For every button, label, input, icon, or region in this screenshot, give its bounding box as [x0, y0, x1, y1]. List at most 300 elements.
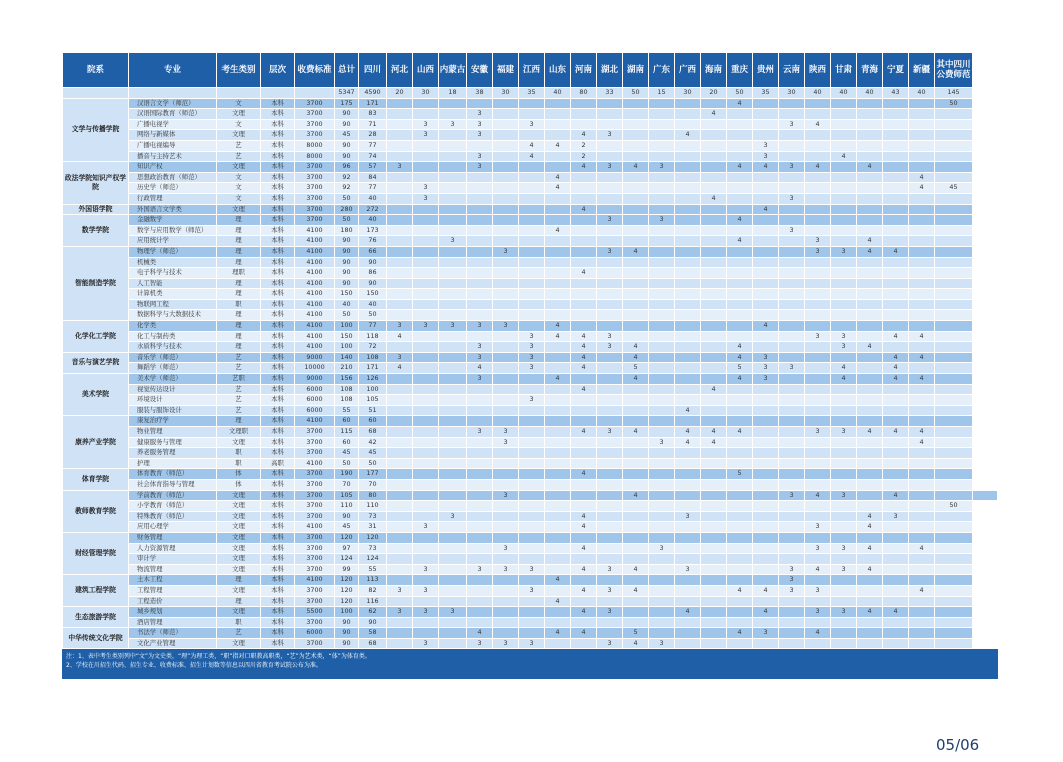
table-cell: [973, 490, 998, 501]
table-cell: [779, 374, 805, 385]
table-cell: 4: [571, 342, 597, 353]
table-cell: [883, 204, 909, 215]
total-cell: 30: [493, 88, 519, 99]
table-cell: [857, 469, 883, 480]
total-cell: 35: [753, 88, 779, 99]
table-cell: [753, 225, 779, 236]
table-cell: [935, 469, 973, 480]
table-cell: 4: [701, 109, 727, 120]
table-cell: [623, 225, 649, 236]
table-cell: [909, 321, 935, 332]
table-cell: 50: [359, 310, 387, 321]
table-cell: [935, 405, 973, 416]
table-cell: [571, 183, 597, 194]
table-cell: [439, 501, 467, 512]
department-name: 数学学院: [63, 215, 129, 247]
table-row: [63, 183, 998, 194]
major-name: 网络与新媒体: [129, 130, 217, 141]
table-cell: [831, 416, 857, 427]
table-cell: [623, 310, 649, 321]
table-cell: [545, 299, 571, 310]
table-cell: [649, 183, 675, 194]
table-cell: 84: [359, 172, 387, 183]
table-cell: 3700: [295, 617, 335, 628]
table-cell: [909, 342, 935, 353]
table-cell: [935, 617, 973, 628]
table-cell: 4: [753, 321, 779, 332]
table-cell: 本科: [261, 352, 295, 363]
table-cell: [623, 331, 649, 342]
table-cell: [753, 172, 779, 183]
table-cell: [493, 395, 519, 406]
table-cell: [493, 151, 519, 162]
table-cell: [675, 289, 701, 300]
table-cell: [649, 98, 675, 109]
major-name: 物理学（师范）: [129, 246, 217, 257]
table-cell: [649, 628, 675, 639]
table-cell: [439, 204, 467, 215]
table-cell: [493, 342, 519, 353]
table-cell: [623, 109, 649, 120]
table-cell: [467, 225, 493, 236]
table-cell: 9000: [295, 374, 335, 385]
table-cell: [623, 98, 649, 109]
table-cell: 3700: [295, 490, 335, 501]
table-cell: [545, 490, 571, 501]
table-cell: [519, 225, 545, 236]
table-cell: [909, 109, 935, 120]
table-cell: [387, 458, 413, 469]
table-cell: 4: [727, 585, 753, 596]
table-cell: [387, 246, 413, 257]
major-name: 汉语言文学（师范）: [129, 98, 217, 109]
table-cell: 3: [597, 162, 623, 173]
table-cell: [831, 278, 857, 289]
table-cell: [805, 479, 831, 490]
table-cell: [753, 246, 779, 257]
table-cell: [753, 215, 779, 226]
table-cell: 4: [571, 427, 597, 438]
table-cell: [857, 289, 883, 300]
table-cell: 4: [727, 98, 753, 109]
table-cell: [805, 448, 831, 459]
table-cell: [519, 384, 545, 395]
table-cell: [727, 416, 753, 427]
table-cell: 4100: [295, 331, 335, 342]
table-cell: [675, 638, 701, 649]
table-cell: [519, 522, 545, 533]
table-cell: [467, 204, 493, 215]
table-cell: [597, 575, 623, 586]
table-cell: [727, 575, 753, 586]
table-cell: [753, 554, 779, 565]
table-cell: [571, 98, 597, 109]
table-cell: 3: [831, 490, 857, 501]
table-cell: [883, 225, 909, 236]
table-cell: [831, 511, 857, 522]
table-cell: [701, 458, 727, 469]
table-cell: 3: [519, 363, 545, 374]
table-cell: [883, 183, 909, 194]
major-name: 特殊教育（师范）: [129, 511, 217, 522]
table-cell: [571, 310, 597, 321]
table-cell: 55: [335, 405, 359, 416]
table-cell: 艺职: [217, 374, 261, 385]
table-cell: [883, 522, 909, 533]
table-cell: [493, 596, 519, 607]
table-cell: [805, 352, 831, 363]
table-cell: [779, 458, 805, 469]
table-cell: [439, 257, 467, 268]
table-cell: 本科: [261, 321, 295, 332]
table-cell: [649, 193, 675, 204]
table-cell: [805, 374, 831, 385]
table-cell: [779, 268, 805, 279]
table-cell: [467, 331, 493, 342]
table-cell: 职: [217, 617, 261, 628]
table-cell: 4: [571, 268, 597, 279]
table-cell: [675, 490, 701, 501]
table-cell: [831, 596, 857, 607]
table-cell: 3: [467, 321, 493, 332]
table-cell: [883, 575, 909, 586]
table-cell: 本科: [261, 183, 295, 194]
table-cell: 50: [335, 215, 359, 226]
table-cell: [413, 448, 439, 459]
table-cell: 40: [335, 299, 359, 310]
table-cell: [545, 384, 571, 395]
table-cell: [831, 299, 857, 310]
table-cell: [675, 532, 701, 543]
table-cell: [701, 374, 727, 385]
table-cell: [623, 395, 649, 406]
table-cell: [727, 554, 753, 565]
total-cell: 30: [675, 88, 701, 99]
table-cell: 66: [359, 246, 387, 257]
table-cell: 3: [753, 352, 779, 363]
table-cell: [649, 352, 675, 363]
table-cell: [675, 299, 701, 310]
table-cell: [571, 278, 597, 289]
table-cell: 本科: [261, 215, 295, 226]
table-cell: [387, 596, 413, 607]
table-cell: 83: [359, 109, 387, 120]
table-cell: 3: [413, 522, 439, 533]
table-cell: [805, 437, 831, 448]
table-cell: [623, 575, 649, 586]
table-cell: 70: [359, 479, 387, 490]
table-cell: 本科: [261, 638, 295, 649]
table-cell: 3700: [295, 119, 335, 130]
table-cell: [935, 246, 973, 257]
table-cell: [701, 416, 727, 427]
table-cell: [649, 469, 675, 480]
table-cell: [649, 119, 675, 130]
table-cell: 4: [623, 427, 649, 438]
table-cell: 4: [727, 342, 753, 353]
table-cell: [883, 193, 909, 204]
table-cell: 4100: [295, 458, 335, 469]
table-cell: 70: [335, 479, 359, 490]
table-cell: [467, 405, 493, 416]
table-cell: [909, 554, 935, 565]
table-cell: [413, 437, 439, 448]
table-cell: [649, 172, 675, 183]
table-cell: 4100: [295, 299, 335, 310]
table-cell: [597, 416, 623, 427]
major-name: 电子科学与技术: [129, 268, 217, 279]
table-cell: [649, 225, 675, 236]
table-cell: [857, 638, 883, 649]
table-cell: [909, 607, 935, 618]
table-cell: 3: [753, 140, 779, 151]
table-cell: [439, 215, 467, 226]
table-cell: [701, 119, 727, 130]
table-cell: [413, 342, 439, 353]
table-cell: [675, 575, 701, 586]
table-cell: 108: [335, 384, 359, 395]
table-cell: [493, 532, 519, 543]
table-cell: 4: [883, 374, 909, 385]
table-cell: [597, 140, 623, 151]
table-cell: 理: [217, 246, 261, 257]
table-row: [63, 628, 998, 639]
major-name: 小学教育（师范）: [129, 501, 217, 512]
table-cell: [779, 172, 805, 183]
table-cell: 4: [467, 628, 493, 639]
table-cell: 3: [493, 321, 519, 332]
table-cell: [387, 437, 413, 448]
table-row: [63, 479, 998, 490]
table-cell: 118: [359, 331, 387, 342]
table-cell: 3: [649, 437, 675, 448]
table-cell: [909, 596, 935, 607]
table-row: [63, 607, 998, 618]
table-cell: [387, 268, 413, 279]
table-cell: [779, 448, 805, 459]
total-cell: 15: [649, 88, 675, 99]
table-cell: 4100: [295, 278, 335, 289]
table-cell: 文理: [217, 638, 261, 649]
table-cell: [857, 172, 883, 183]
table-row: [63, 331, 998, 342]
table-cell: 3700: [295, 130, 335, 141]
table-cell: [467, 98, 493, 109]
table-cell: [779, 310, 805, 321]
table-cell: 4: [753, 204, 779, 215]
table-cell: [649, 246, 675, 257]
table-cell: 理: [217, 321, 261, 332]
table-cell: 173: [359, 225, 387, 236]
table-cell: [597, 490, 623, 501]
table-cell: 4: [519, 140, 545, 151]
table-cell: [545, 405, 571, 416]
table-cell: [779, 342, 805, 353]
table-cell: 120: [335, 532, 359, 543]
table-cell: 3700: [295, 437, 335, 448]
table-cell: 4: [571, 564, 597, 575]
table-cell: [649, 479, 675, 490]
table-cell: [727, 289, 753, 300]
table-cell: [857, 278, 883, 289]
table-cell: 文理: [217, 490, 261, 501]
table-cell: [857, 321, 883, 332]
table-cell: [545, 479, 571, 490]
table-cell: [571, 437, 597, 448]
table-cell: [439, 130, 467, 141]
table-cell: 3: [467, 374, 493, 385]
table-cell: 150: [335, 331, 359, 342]
major-name: 物流管理: [129, 564, 217, 575]
table-cell: [545, 448, 571, 459]
table-cell: 86: [359, 268, 387, 279]
major-name: 金融数学: [129, 215, 217, 226]
table-cell: [519, 575, 545, 586]
table-cell: [727, 331, 753, 342]
table-cell: 本科: [261, 427, 295, 438]
table-row: [63, 162, 998, 173]
table-cell: [727, 321, 753, 332]
table-cell: [545, 532, 571, 543]
total-cell: 40: [857, 88, 883, 99]
table-cell: [805, 172, 831, 183]
table-row: [63, 617, 998, 628]
table-cell: [413, 511, 439, 522]
table-row: [63, 151, 998, 162]
table-cell: [753, 405, 779, 416]
table-row: [63, 310, 998, 321]
table-cell: [413, 310, 439, 321]
table-cell: [597, 501, 623, 512]
table-cell: 3700: [295, 183, 335, 194]
table-cell: 3: [413, 193, 439, 204]
table-cell: [675, 596, 701, 607]
column-header: 贵州: [753, 53, 779, 88]
table-cell: [519, 501, 545, 512]
table-cell: [545, 427, 571, 438]
table-cell: 3: [413, 130, 439, 141]
table-cell: [831, 522, 857, 533]
total-cell: 33: [597, 88, 623, 99]
table-cell: [935, 236, 973, 247]
table-cell: [831, 225, 857, 236]
table-cell: [571, 321, 597, 332]
table-cell: [779, 352, 805, 363]
department-name: 美术学院: [63, 374, 129, 416]
table-cell: [675, 479, 701, 490]
table-cell: 42: [359, 437, 387, 448]
table-row: [63, 130, 998, 141]
column-header: 甘肃: [831, 53, 857, 88]
table-cell: 3: [831, 543, 857, 554]
table-cell: [467, 554, 493, 565]
table-cell: [413, 289, 439, 300]
table-cell: 156: [335, 374, 359, 385]
table-cell: [753, 299, 779, 310]
department-name: 外国语学院: [63, 204, 129, 215]
table-cell: [727, 490, 753, 501]
table-cell: [883, 321, 909, 332]
table-cell: [623, 299, 649, 310]
table-cell: [701, 554, 727, 565]
table-cell: [675, 363, 701, 374]
table-cell: [857, 479, 883, 490]
table-cell: [439, 151, 467, 162]
table-cell: [779, 395, 805, 406]
table-cell: [701, 395, 727, 406]
total-cell: 40: [831, 88, 857, 99]
table-cell: 3: [779, 162, 805, 173]
table-cell: 50: [935, 501, 973, 512]
table-cell: [545, 119, 571, 130]
table-cell: 3: [467, 638, 493, 649]
table-cell: [701, 352, 727, 363]
table-cell: 文理: [217, 162, 261, 173]
table-row: [63, 554, 998, 565]
table-cell: [831, 236, 857, 247]
table-cell: [935, 395, 973, 406]
table-cell: [805, 575, 831, 586]
table-cell: [675, 162, 701, 173]
table-cell: [439, 522, 467, 533]
table-cell: [597, 119, 623, 130]
table-cell: [779, 543, 805, 554]
table-cell: [467, 585, 493, 596]
total-cell: 20: [387, 88, 413, 99]
major-name: 知识产权: [129, 162, 217, 173]
table-cell: [493, 363, 519, 374]
table-cell: [545, 204, 571, 215]
table-cell: [623, 321, 649, 332]
table-cell: [413, 98, 439, 109]
table-cell: [805, 130, 831, 141]
table-cell: 3700: [295, 98, 335, 109]
table-row: [63, 374, 998, 385]
major-name: 酒店管理: [129, 617, 217, 628]
table-cell: [439, 543, 467, 554]
table-cell: 171: [359, 98, 387, 109]
table-cell: 4: [805, 119, 831, 130]
table-cell: [571, 215, 597, 226]
table-cell: [727, 299, 753, 310]
table-cell: [597, 437, 623, 448]
table-cell: [805, 469, 831, 480]
table-cell: [519, 607, 545, 618]
table-cell: [935, 140, 973, 151]
table-cell: [883, 628, 909, 639]
table-cell: 110: [359, 501, 387, 512]
table-cell: [623, 522, 649, 533]
table-cell: [675, 310, 701, 321]
department-name: 文学与传播学院: [63, 98, 129, 162]
column-header: 四川: [359, 53, 387, 88]
table-cell: [909, 289, 935, 300]
table-cell: 3: [467, 427, 493, 438]
table-cell: [831, 98, 857, 109]
table-cell: [649, 331, 675, 342]
table-cell: [413, 257, 439, 268]
table-cell: [519, 479, 545, 490]
table-cell: 理: [217, 331, 261, 342]
table-cell: [545, 193, 571, 204]
table-cell: 4: [571, 469, 597, 480]
table-cell: [935, 204, 973, 215]
table-cell: 115: [335, 427, 359, 438]
table-cell: 文理: [217, 522, 261, 533]
table-cell: [467, 437, 493, 448]
table-cell: [935, 278, 973, 289]
table-cell: [675, 183, 701, 194]
